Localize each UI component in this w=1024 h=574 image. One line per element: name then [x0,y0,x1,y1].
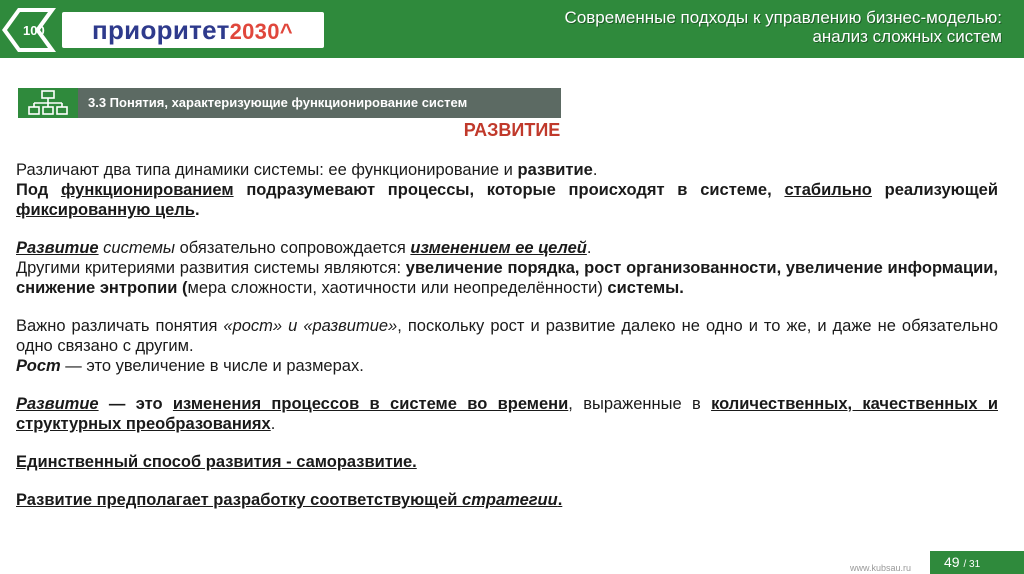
paragraph-self-development: Единственный способ развития - саморазвитие. [16,453,417,471]
section-icon-box [18,88,78,118]
slide-heading: РАЗВИТИЕ [463,120,561,140]
presentation-title: Современные подходы к управлению бизнес-моделью: анализ сложных систем [564,8,1002,46]
site-url: www.kubsau.ru [850,563,912,573]
paragraph-criteria: Другими критериями развития системы являются: увеличение порядка, рост организованности, увеличение информации, снижение энтропии (мера сложности, хаотичности или неопределённости) системы. [16,259,998,297]
anniversary-logo-icon [0,4,58,56]
paragraph-growth-vs-development: Важно различать понятия «рост» и «развитие», поскольку рост и развитие далеко не одно и то же, и даже не обязательно одно связано с другим. [16,317,998,355]
header-bar [0,0,1024,58]
svg-text:100: 100 [23,23,45,38]
paragraph-growth-definition: Рост — это увеличение в числе и размерах. [16,357,364,375]
paragraph-dynamics-types: Различают два типа динамики системы: ее функционирование и развитие. [16,161,598,179]
paragraph-functioning: Под функционированием подразумевают процессы, которые происходят в системе, стабильно реализующей фиксированную цель. [16,181,998,219]
paragraph-development-goals: Развитие системы обязательно сопровождается изменением ее целей. [16,239,592,257]
slide-body [16,160,998,510]
brand-name: приоритет2030^ [92,14,293,45]
org-chart-icon [18,88,78,118]
section-title: 3.3 Понятия, характеризующие функционирование систем [88,95,468,110]
brand-logo [62,12,324,48]
paragraph-strategy: Развитие предполагает разработку соответствующей стратегии. [16,491,563,509]
section-bar [18,88,561,118]
paragraph-development-definition: Развитие — это изменения процессов в системе во времени, выраженные в количественных, качественных и структурных преобразованиях. [16,395,998,433]
page-number: 49 / 31 [944,554,981,570]
